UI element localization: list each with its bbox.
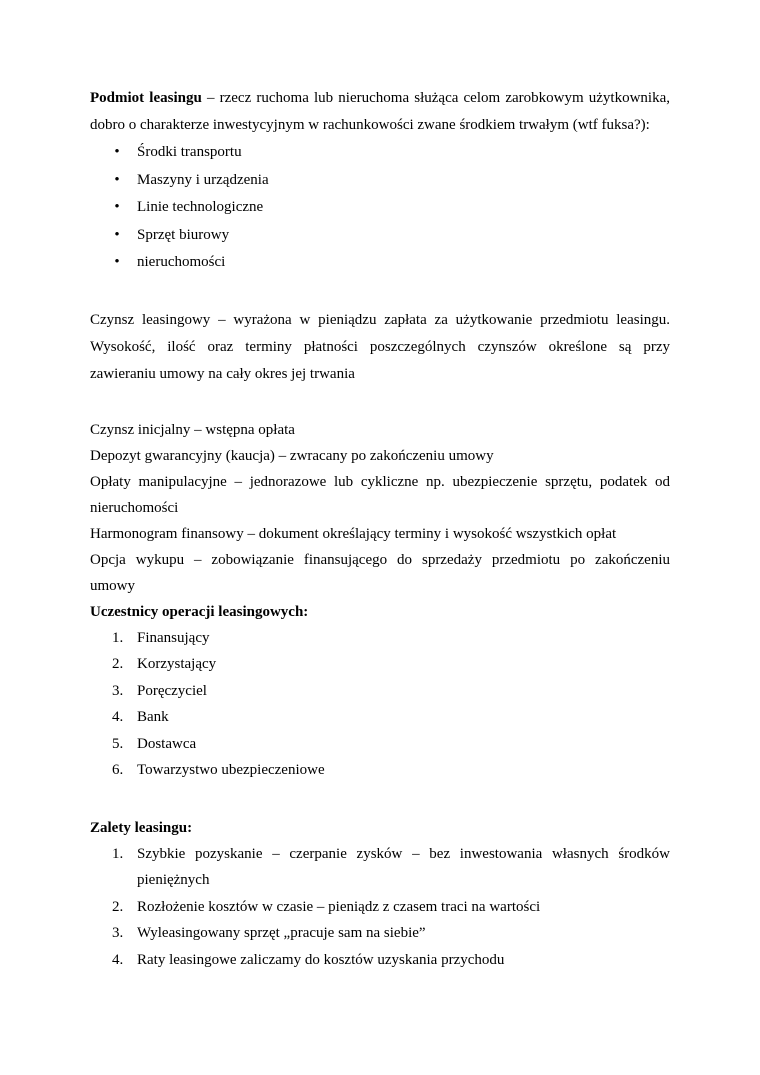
oplaty-manipulacyjne-line1: Opłaty manipulacyjne – jednorazowe lub cykliczne np. ubezpieczenie sprzętu, podatek od (90, 473, 670, 490)
podmiot-leasingu-term: Podmiot leasingu (90, 90, 202, 106)
podmiot-leasingu-definition: – rzecz ruchoma lub nieruchoma służąca celom zarobkowym użytkownika, (201, 90, 670, 106)
list-item: 2. Rozłożenie kosztów w czasie – pieniądz z czasem traci na wartości (112, 898, 541, 915)
list-item: 3. Wyleasingowany sprzęt „pracuje sam na siebie” (112, 925, 426, 942)
bullet-icon: • (114, 226, 120, 243)
bullet-icon: • (114, 171, 120, 188)
spacer (90, 784, 670, 811)
list-item: 3. Poręczyciel (112, 682, 207, 699)
spacer (90, 277, 670, 304)
podmiot-leasingu-line2: dobro o charakterze inwestycyjnym w rachunkowości zwane środkiem trwałym (wtf fuksa?): (90, 117, 650, 133)
czynsz-leasingowy-line3: zawieraniu umowy na cały okres jej trwania (90, 365, 355, 382)
advantages-list (90, 841, 670, 974)
bullet-icon: • (114, 254, 120, 271)
depozyt-gwarancyjny: Depozyt gwarancyjny (kaucja) – zwracany po zakończeniu umowy (90, 447, 494, 464)
document-page (90, 85, 670, 973)
opcja-wykupu-line1: Opcja wykupu – zobowiązanie finansującego do sprzedaży przedmiotu po zakończeniu (90, 551, 670, 568)
list-item: 6. Towarzystwo ubezpieczeniowe (112, 762, 325, 779)
list-item: • Linie technologiczne (90, 194, 670, 222)
list-item: 2. Korzystający (112, 656, 217, 673)
czynsz-leasingowy-line2: Wysokość, ilość oraz terminy płatności poszczególnych czynszów określone są przy (90, 338, 670, 355)
opcja-wykupu-line2: umowy (90, 577, 135, 594)
list-item: • Sprzęt biurowy (90, 222, 670, 250)
asset-bullet-list (90, 139, 670, 277)
list-item: • Maszyny i urządzenia (90, 167, 670, 195)
list-item: 1. Finansujący (112, 629, 210, 646)
list-item: 1. Szybkie pozyskanie – czerpanie zysków – bez inwestowania własnych środków pieniężnych (112, 845, 670, 889)
harmonogram-finansowy: Harmonogram finansowy – dokument określający terminy i wysokość wszystkich opłat (90, 525, 617, 542)
spacer (90, 388, 670, 415)
participants-heading: Uczestnicy operacji leasingowych: (90, 603, 309, 620)
oplaty-manipulacyjne-line2: nieruchomości (90, 499, 179, 516)
list-item: 5. Dostawca (112, 735, 197, 752)
list-item: • Środki transportu (90, 139, 670, 167)
bullet-icon: • (114, 144, 120, 160)
participants-list (90, 625, 670, 784)
bullet-icon: • (114, 199, 120, 216)
advantages-heading: Zalety leasingu: (90, 819, 193, 836)
list-item: 4. Bank (112, 709, 169, 726)
czynsz-leasingowy-line1: Czynsz leasingowy – wyrażona w pieniądzu zapłata za użytkowanie przedmiotu leasingu. (90, 311, 670, 328)
list-item: • nieruchomości (90, 249, 670, 277)
czynsz-inicjalny: Czynsz inicjalny – wstępna opłata (90, 421, 295, 438)
list-item: 4. Raty leasingowe zaliczamy do kosztów uzyskania przychodu (112, 951, 505, 968)
podmiot-leasingu-line1 (90, 85, 670, 112)
